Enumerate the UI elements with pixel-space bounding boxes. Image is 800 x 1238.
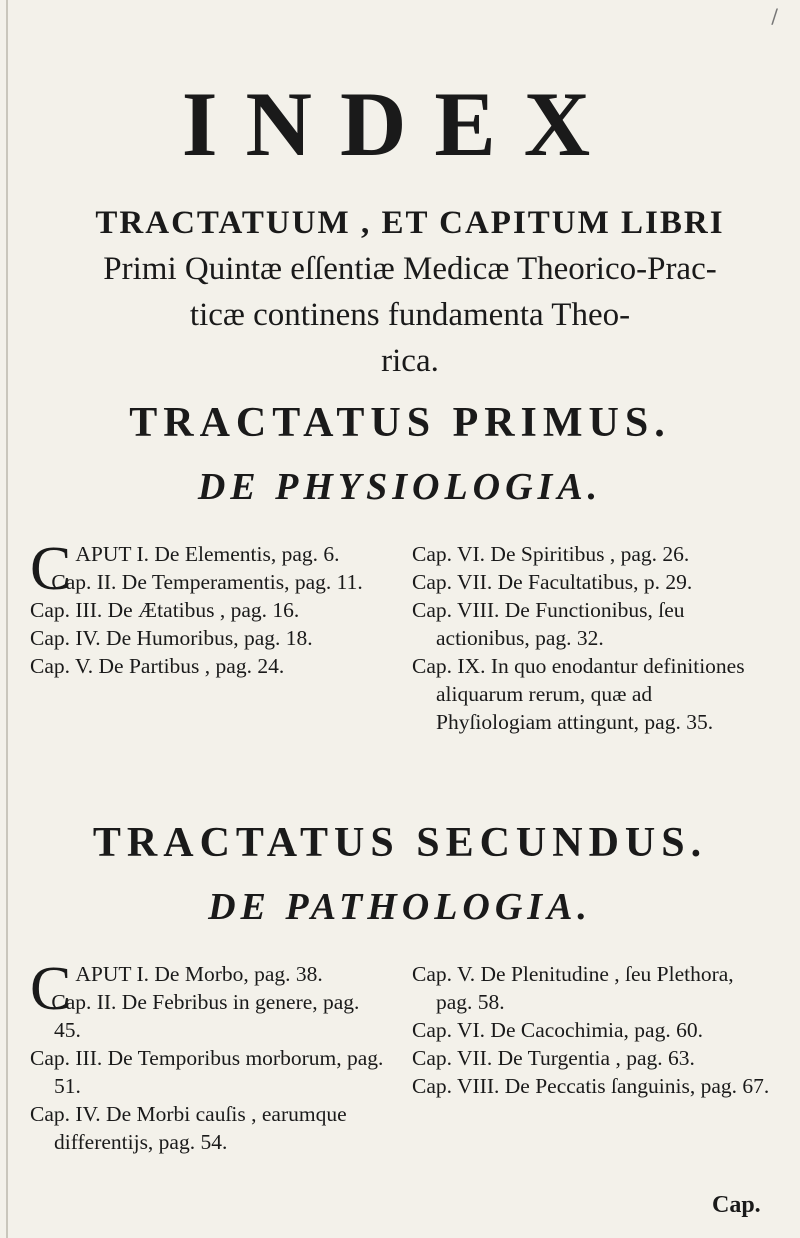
toc-entry: Cap. III. De Temporibus morborum, pag. 51.	[30, 1046, 384, 1098]
subtitle-line-4: rica.	[381, 343, 439, 379]
section-1-left-column	[30, 535, 390, 680]
toc-entry: Cap. IX. In quo enodantur definitiones aliquarum rerum, quæ ad Phyſiologiam attingunt, pag. 35.	[412, 654, 745, 734]
toc-entry: Cap. IV. De Humoribus, pag. 18.	[30, 626, 313, 650]
section-2-heading: TRACTATUS SECUNDUS.	[92, 820, 708, 866]
toc-entry: Cap. VIII. De Functionibus, ſeu actionibus, pag. 32.	[412, 598, 685, 650]
index-title: INDEX	[181, 73, 619, 175]
subtitle-line-3: ticæ continens fundamenta Theo-	[189, 297, 631, 333]
toc-entry: Cap. VI. De Spiritibus , pag. 26.	[412, 542, 690, 566]
page-edge-rule	[6, 0, 8, 1238]
index-subtitle	[40, 200, 780, 384]
toc-entry: Cap. III. De Ætatibus , pag. 16.	[30, 598, 300, 622]
section-2-right-column	[412, 960, 772, 1100]
section-1-right-column	[412, 540, 772, 736]
catchword: Cap.	[712, 1192, 761, 1218]
toc-entry-text: APUT I. De Elementis, pag. 6.	[75, 542, 340, 566]
toc-entry: Cap. VII. De Facultatibus, p. 29.	[412, 570, 693, 594]
toc-entry: Cap. VII. De Turgentia , pag. 63.	[412, 1046, 695, 1070]
toc-entry: Cap. II. De Febribus in genere, pag. 45.	[51, 990, 360, 1042]
drop-capital: C	[30, 535, 72, 603]
toc-entry: Cap. VI. De Cacochimia, pag. 60.	[412, 1018, 703, 1042]
subtitle-line-2: Primi Quintæ eſſentiæ Medicæ Theorico-Prac-	[103, 251, 717, 287]
toc-entry: Cap. IV. De Morbi cauſis , earumque differentijs, pag. 54.	[30, 1102, 347, 1154]
section-2-subheading: DE PATHOLOGIA.	[208, 886, 592, 928]
toc-entry: Cap. V. De Partibus , pag. 24.	[30, 654, 285, 678]
section-1-heading: TRACTATUS PRIMUS.	[129, 400, 671, 446]
subtitle-line-1: TRACTATUUM , ET CAPITUM LIBRI	[95, 205, 725, 241]
corner-mark: /	[771, 4, 778, 28]
drop-capital: C	[30, 955, 72, 1023]
section-1-subheading: DE PHYSIOLOGIA.	[197, 466, 603, 508]
toc-entry-text: APUT I. De Morbo, pag. 38.	[75, 962, 323, 986]
toc-entry: Cap. V. De Plenitudine , ſeu Plethora, pag. 58.	[412, 962, 734, 1014]
toc-entry: Cap. II. De Temperamentis, pag. 11.	[51, 570, 363, 594]
section-2-left-column	[30, 955, 390, 1156]
toc-entry: Cap. VIII. De Peccatis ſanguinis, pag. 67.	[412, 1074, 770, 1098]
